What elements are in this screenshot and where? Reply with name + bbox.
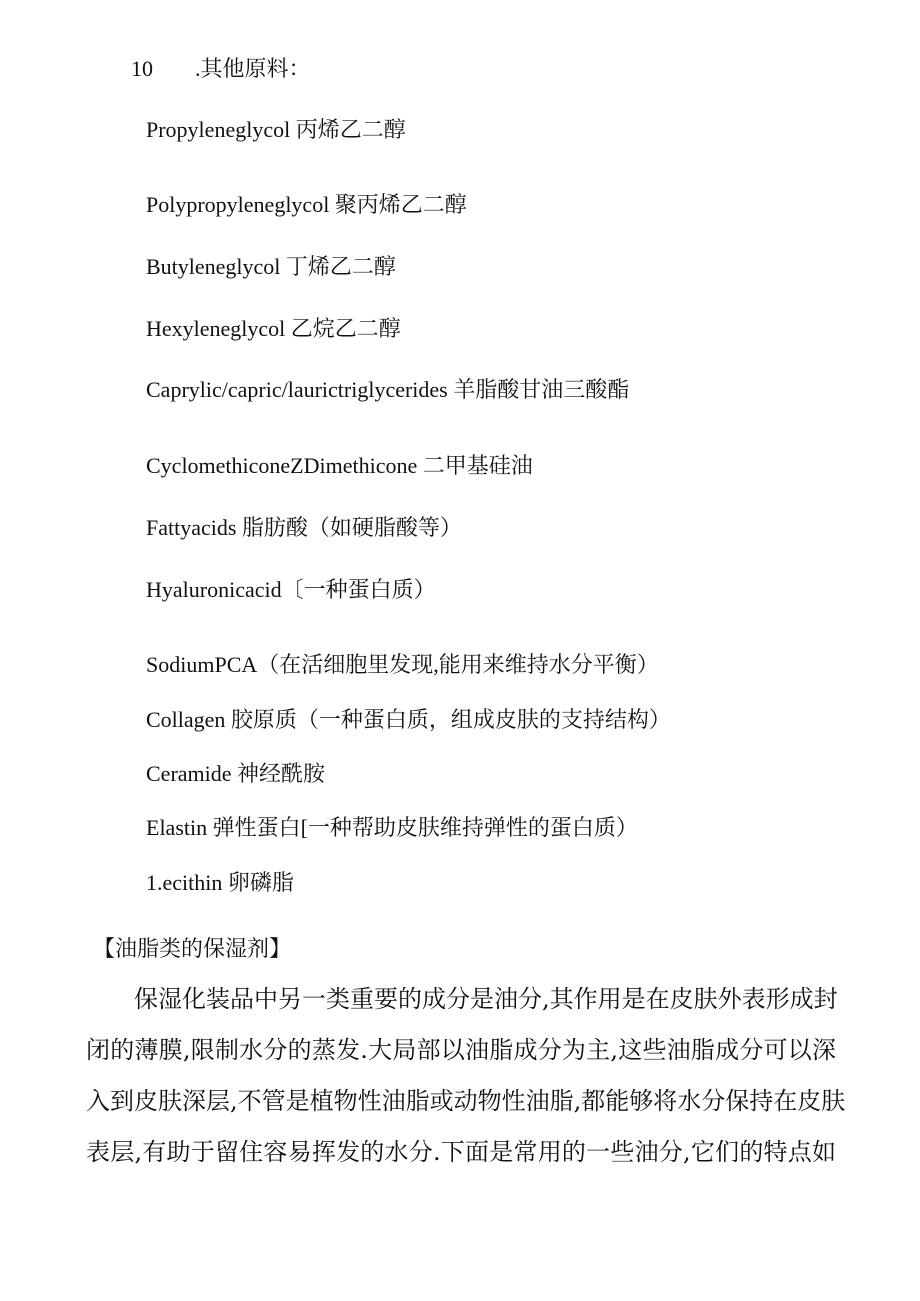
ingredient-hyaluronic-acid: Hyaluronicacid〔一种蛋白质） bbox=[146, 577, 436, 602]
paragraph-line: 入到皮肤深层,不管是植物性油脂或动物性油脂,都能够将水分保持在皮肤 bbox=[86, 1087, 846, 1115]
ingredient-hexyleneglycol: Hexyleneglycol 乙烷乙二醇 bbox=[146, 316, 401, 341]
heading-number: 10 bbox=[131, 56, 153, 81]
ingredient-collagen: Collagen 胶原质（一种蛋白质，组成皮肤的支持结构） bbox=[146, 707, 671, 732]
ingredient-elastin: Elastin 弹性蛋白[一种帮助皮肤维持弹性的蛋白质） bbox=[146, 815, 638, 840]
ingredient-lecithin: 1.ecithin 卵磷脂 bbox=[146, 870, 294, 895]
ingredient-propyleneglycol: Propyleneglycol 丙烯乙二醇 bbox=[146, 117, 406, 142]
ingredient-butyleneglycol: Butyleneglycol 丁烯乙二醇 bbox=[146, 254, 396, 279]
heading-title: .其他原料： bbox=[195, 56, 311, 81]
ingredient-sodium-pca: SodiumPCA（在活细胞里发现,能用来维持水分平衡） bbox=[146, 652, 659, 677]
section-title: 【油脂类的保湿剂】 bbox=[93, 936, 292, 961]
ingredient-fatty-acids: Fattyacids 脂肪酸（如硬脂酸等） bbox=[146, 515, 462, 540]
paragraph-line: 闭的薄膜,限制水分的蒸发.大局部以油脂成分为主,这些油脂成分可以深 bbox=[86, 1036, 836, 1064]
ingredient-triglycerides: Caprylic/capric/laurictriglycerides 羊脂酸甘油三酸酯 bbox=[146, 377, 630, 402]
paragraph-line: 保湿化装品中另一类重要的成分是油分,其作用是在皮肤外表形成封 bbox=[134, 985, 838, 1013]
ingredient-polypropyleneglycol: Polypropyleneglycol 聚丙烯乙二醇 bbox=[146, 192, 467, 217]
ingredient-dimethicone: CyclomethiconeZDimethicone 二甲基硅油 bbox=[146, 453, 533, 478]
ingredient-ceramide: Ceramide 神经酰胺 bbox=[146, 761, 326, 786]
paragraph-line: 表层,有助于留住容易挥发的水分.下面是常用的一些油分,它们的特点如 bbox=[86, 1138, 836, 1166]
